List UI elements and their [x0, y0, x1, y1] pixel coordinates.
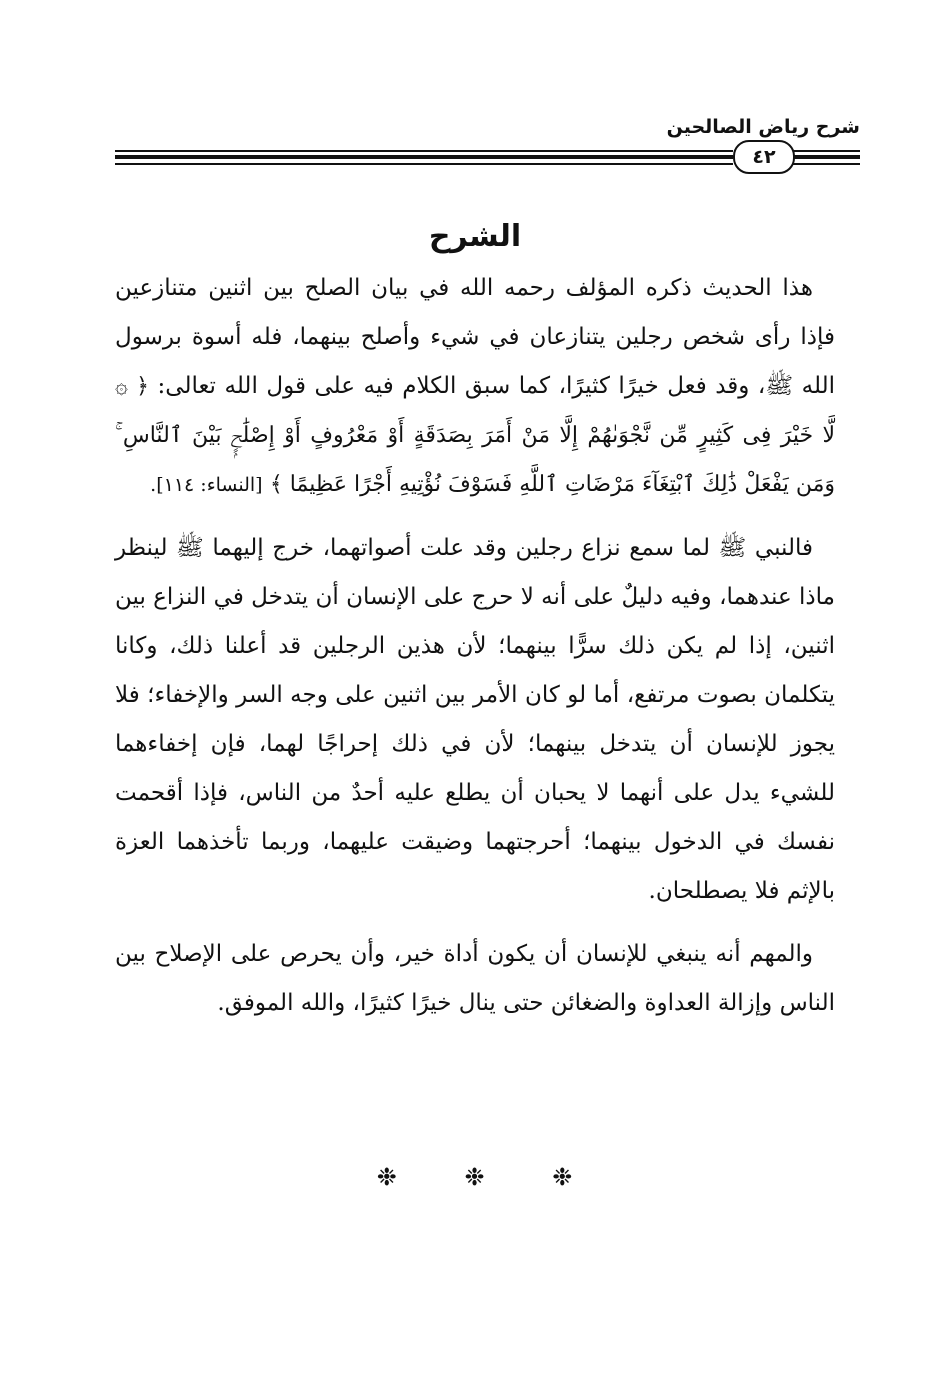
header-rule	[793, 163, 860, 165]
paragraph-2: فالنبي ﷺ لما سمع نزاع رجلين وقد علت أصواتهما، خرج إليهما ﷺ لينظر ماذا عندهما، وفيه دليلٌ على أنه لا حرج على الإنسان أن يتدخل في النزاع بين اثنين، إذا لم يكن ذلك سرًّا بينهما؛ لأن هذين الرجلين قد أعلنا ذلك، وكانا يتكلمان بصوت مرتفع، أما لو كان الأمر بين اثنين على وجه السر والإخفاء؛ فلا يجوز للإنسان أن يتدخل بينهما؛ لأن في ذلك إحراجًا لهما، فإن إخفاءهما للشيء يدل على أنهما لا يحبان أن يطلع عليه أحدٌ من الناس، فإذا أقحمت نفسك في الدخول بينهما؛ أحرجتهما وضيقت عليهما، وربما تأخذهما العزة بالإثم فلا يصطلحان.	[115, 535, 835, 904]
quran-verse: ﴿ ۞ لَّا خَيْرَ فِى كَثِيرٍ مِّن نَّجْوَىٰهُمْ إِلَّا مَنْ أَمَرَ بِصَدَقَةٍ أَوْ مَعْرُوفٍ أَوْ إِصْلَٰحٍۭ بَيْنَ ٱلنَّاسِ ۚ وَمَن يَفْعَلْ ذَٰلِكَ ٱبْتِغَآءَ مَرْضَاتِ ٱللَّهِ فَسَوْفَ نُؤْتِيهِ أَجْرًا عَظِيمًا ﴾	[115, 374, 835, 497]
verse-reference: [النساء: ١١٤].	[150, 474, 263, 496]
page-body	[115, 212, 835, 1042]
section-separator	[0, 1163, 949, 1191]
separator-star-icon: ❉	[376, 1163, 397, 1191]
page-number: ٤٢	[733, 140, 795, 174]
header-rule	[115, 155, 733, 159]
running-title: شرح رياض الصالحين	[666, 116, 860, 138]
header-rule	[793, 155, 860, 159]
section-title: الشرح	[428, 219, 522, 254]
header-rule	[115, 163, 733, 165]
separator-star-icon: ❉	[552, 1163, 573, 1191]
separator-star-icon: ❉	[464, 1163, 485, 1191]
paragraph-1	[115, 264, 835, 510]
header-rule	[115, 150, 733, 152]
header-rule	[793, 150, 860, 152]
page-header	[115, 112, 860, 182]
paragraph-text: هذا الحديث ذكره المؤلف رحمه الله في بيان الصلح بين اثنين متنازعين فإذا رأى شخص رجلين يتنازعان في شيء وأصلح بينهما، فله أسوة برسول الله ﷺ، وقد فعل خيرًا كثيرًا، كما سبق الكلام فيه على قول الله تعالى:	[115, 275, 836, 399]
paragraph-3: والمهم أنه ينبغي للإنسان أن يكون أداة خير، وأن يحرص على الإصلاح بين الناس وإزالة العداوة والضغائن حتى ينال خيرًا كثيرًا، والله الموفق.	[115, 941, 835, 1016]
